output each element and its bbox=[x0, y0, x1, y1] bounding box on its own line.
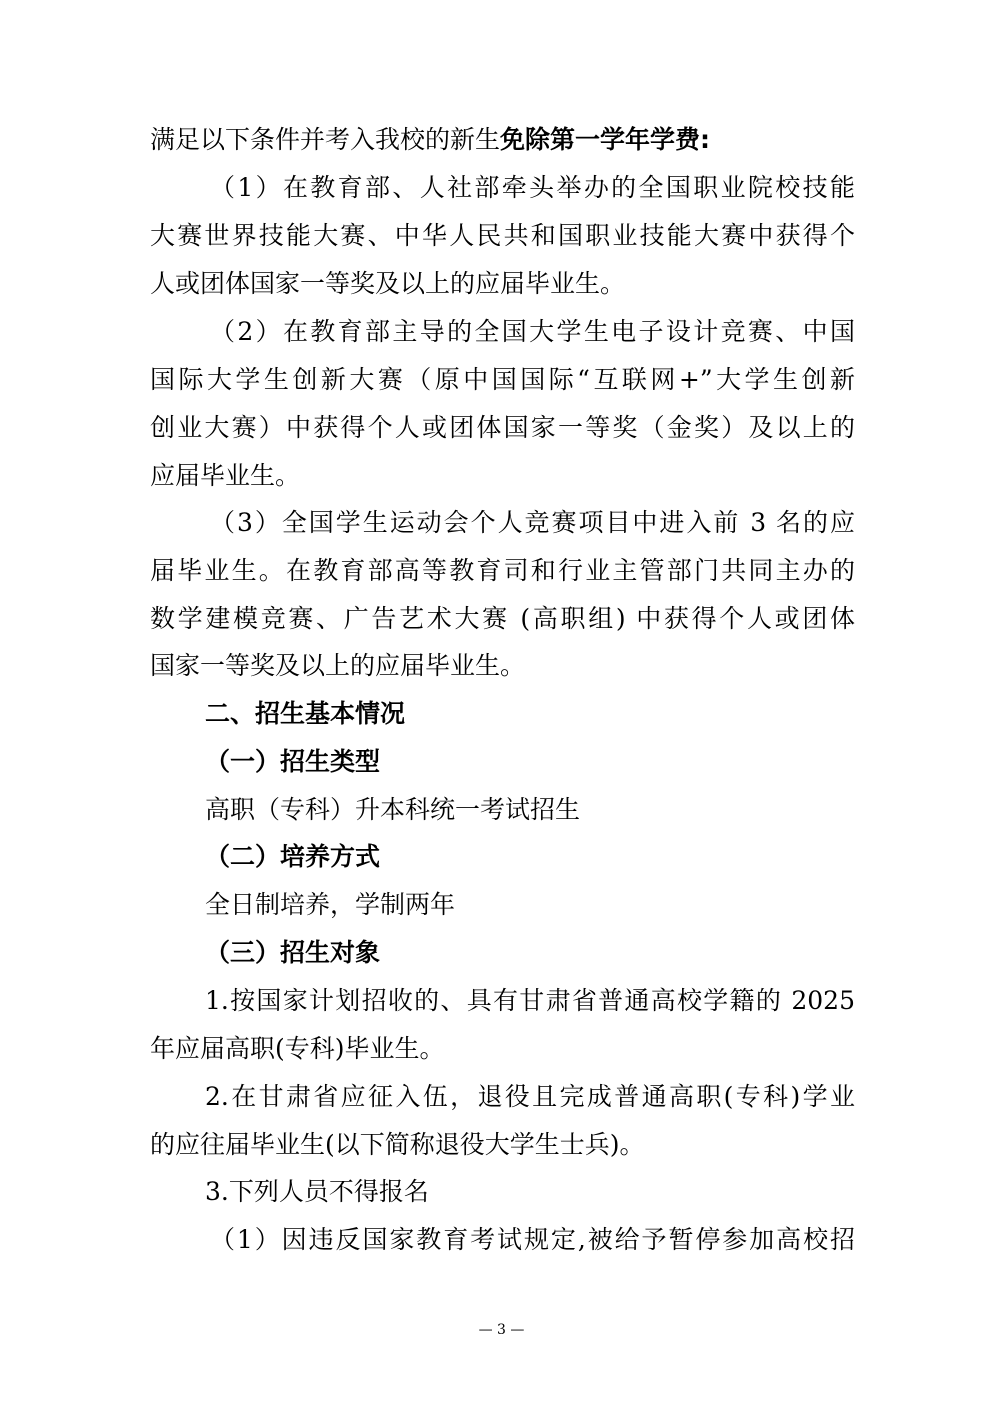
intro-text: 满足以下条件并考入我校的新生 bbox=[150, 125, 501, 154]
paragraph-line: （3）全国学生运动会个人竞赛项目中进入前 3 名的应 bbox=[210, 508, 855, 537]
subsection-heading: （三）招生对象 bbox=[205, 938, 381, 967]
subsection-heading: （二）培养方式 bbox=[205, 842, 381, 871]
subsection-heading: （一）招生类型 bbox=[205, 747, 381, 776]
paragraph-line: 1.按国家计划招收的、具有甘肃省普通高校学籍的 2025 bbox=[205, 986, 855, 1015]
intro-emphasis: 免除第一学年学费: bbox=[500, 125, 711, 154]
paragraph-line: （1）因违反国家教育考试规定,被给予暂停参加高校招 bbox=[210, 1225, 855, 1254]
section-heading: 二、招生基本情况 bbox=[205, 699, 406, 728]
paragraph-line: 创业大赛）中获得个人或团体国家一等奖（金奖）及以上的 bbox=[150, 413, 855, 442]
paragraph-line: 大赛世界技能大赛、中华人民共和国职业技能大赛中获得个 bbox=[150, 221, 855, 250]
paragraph-line: 人或团体国家一等奖及以上的应届毕业生。 bbox=[150, 269, 626, 298]
paragraph-line: 2.在甘肃省应征入伍，退役且完成普通高职(专科)学业 bbox=[205, 1082, 855, 1111]
paragraph-line: 国家一等奖及以上的应届毕业生。 bbox=[150, 651, 526, 680]
page-number: — 3 — bbox=[478, 1322, 525, 1338]
paragraph-line: 数学建模竞赛、广告艺术大赛 (高职组) 中获得个人或团体 bbox=[150, 604, 855, 633]
paragraph-line bbox=[150, 123, 855, 157]
paragraph-line: （2）在教育部主导的全国大学生电子设计竞赛、中国 bbox=[210, 317, 855, 346]
paragraph-line: （1）在教育部、人社部牵头举办的全国职业院校技能 bbox=[210, 173, 855, 202]
paragraph-line: 国际大学生创新大赛（原中国国际“互联网+”大学生创新 bbox=[150, 365, 855, 394]
paragraph-line: 全日制培养，学制两年 bbox=[205, 890, 456, 919]
paragraph-line: 高职（专科）升本科统一考试招生 bbox=[205, 795, 581, 824]
paragraph-line: 应届毕业生。 bbox=[150, 461, 301, 490]
paragraph-line: 3.下列人员不得报名 bbox=[205, 1177, 429, 1206]
paragraph-line: 年应届高职(专科)毕业生。 bbox=[150, 1034, 445, 1063]
paragraph-line: 的应往届毕业生(以下简称退役大学生士兵)。 bbox=[150, 1130, 645, 1159]
paragraph-line: 届毕业生。在教育部高等教育司和行业主管部门共同主办的 bbox=[150, 556, 855, 585]
